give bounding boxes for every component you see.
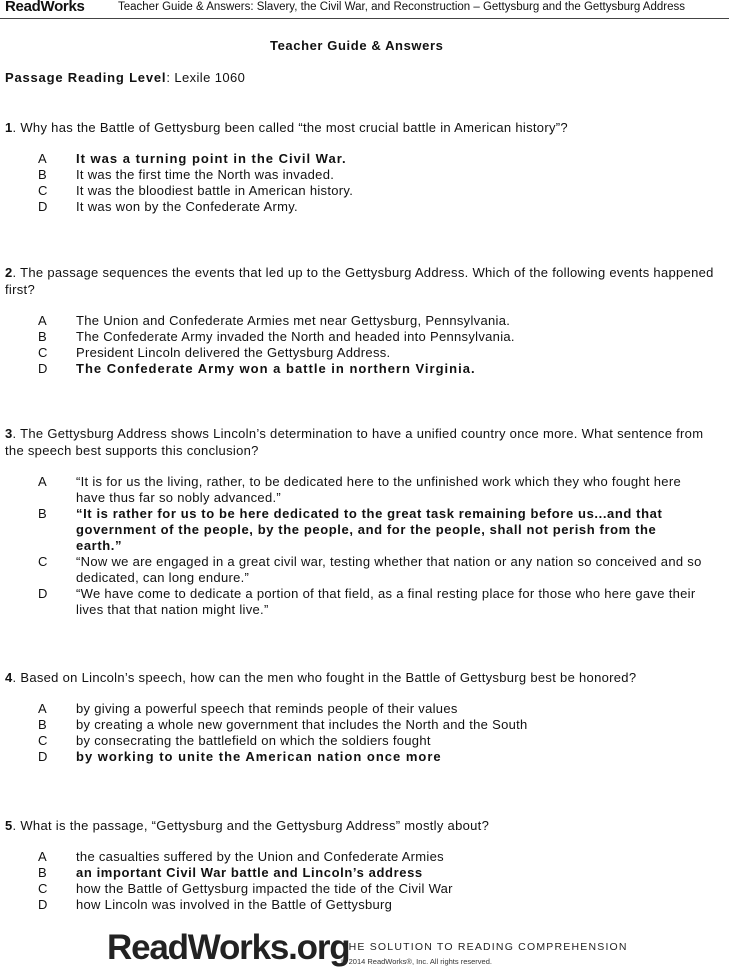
- options-list: [5, 849, 723, 913]
- option-b: B It was the first time the North was invaded.: [38, 167, 335, 182]
- option-c: C “Now we are engaged in a great civil war, testing whether that nation or any nation so conceived and so dedicated, can long endure.”: [38, 554, 702, 585]
- option-a: A by giving a powerful speech that reminds people of their values: [38, 701, 458, 716]
- level-label: Passage Reading Level: [5, 70, 167, 85]
- option-b: B The Confederate Army invaded the North and headed into Pennsylvania.: [38, 329, 515, 344]
- question-5: [5, 817, 723, 913]
- question-text: 3. The Gettysburg Address shows Lincoln’s determination to have a unified country once more. What sentence from the speech best supports this conclusion?: [5, 426, 704, 458]
- option-d: D by working to unite the American nation once more: [38, 749, 442, 764]
- option-d: D It was won by the Confederate Army.: [38, 199, 298, 214]
- options-list: [5, 313, 723, 377]
- question-text: 5. What is the passage, “Gettysburg and the Gettysburg Address” mostly about?: [5, 818, 490, 833]
- option-a: A the casualties suffered by the Union and Confederate Armies: [38, 849, 444, 864]
- option-a: A The Union and Confederate Armies met near Gettysburg, Pennsylvania.: [38, 313, 511, 328]
- option-b: B by creating a whole new government that includes the North and the South: [38, 717, 528, 732]
- question-text: 2. The passage sequences the events that led up to the Gettysburg Address. Which of the following events happened first?: [5, 265, 714, 297]
- option-a: A It was a turning point in the Civil War.: [38, 151, 347, 166]
- option-c: C how the Battle of Gettysburg impacted the tide of the Civil War: [38, 881, 453, 896]
- options-list: [5, 151, 723, 215]
- option-b: B “It is rather for us to be here dedicated to the great task remaining before us...and that government of the people, by the people, and for the people, shall not perish from the earth.”: [38, 506, 663, 553]
- question-1: [5, 119, 723, 215]
- level-value: : Lexile 1060: [166, 70, 246, 85]
- readworks-logo: ReadWorks: [5, 0, 85, 15]
- option-c: C by consecrating the battlefield on which the soldiers fought: [38, 733, 431, 748]
- page-header: [0, 0, 729, 19]
- question-text: 4. Based on Lincoln’s speech, how can the men who fought in the Battle of Gettysburg best be honored?: [5, 670, 637, 685]
- option-b: B an important Civil War battle and Lincoln’s address: [38, 865, 423, 880]
- option-c: C It was the bloodiest battle in American history.: [38, 183, 354, 198]
- option-a: A “It is for us the living, rather, to be dedicated here to the unfinished work which they who fought here have thus far so nobly advanced.”: [38, 474, 681, 505]
- option-c: C President Lincoln delivered the Gettysburg Address.: [38, 345, 391, 360]
- option-d: D “We have come to dedicate a portion of that field, as a final resting place for those who here gave their lives that that nation might live.”: [38, 586, 696, 617]
- question-text: 1. Why has the Battle of Gettysburg been called “the most crucial battle in American history”?: [5, 120, 568, 135]
- option-d: D how Lincoln was involved in the Battle of Gettysburg: [38, 897, 393, 912]
- readworks-footer-logo: ReadWorks.org: [107, 928, 350, 967]
- guide-title: Teacher Guide & Answers: [270, 38, 444, 53]
- question-3: [5, 425, 723, 618]
- footer-tagline: THE SOLUTION TO READING COMPREHENSION: [341, 941, 628, 953]
- header-title: Teacher Guide & Answers: Slavery, the Civil War, and Reconstruction – Gettysburg and the Gettysburg Address: [118, 1, 685, 13]
- options-list: [5, 474, 723, 618]
- options-list: [5, 701, 723, 765]
- question-2: [5, 264, 723, 377]
- footer-copyright: © 2014 ReadWorks®, Inc. All rights reserved.: [341, 957, 492, 966]
- option-d: D The Confederate Army won a battle in northern Virginia.: [38, 361, 476, 376]
- question-4: [5, 669, 723, 765]
- passage-reading-level: [5, 70, 245, 85]
